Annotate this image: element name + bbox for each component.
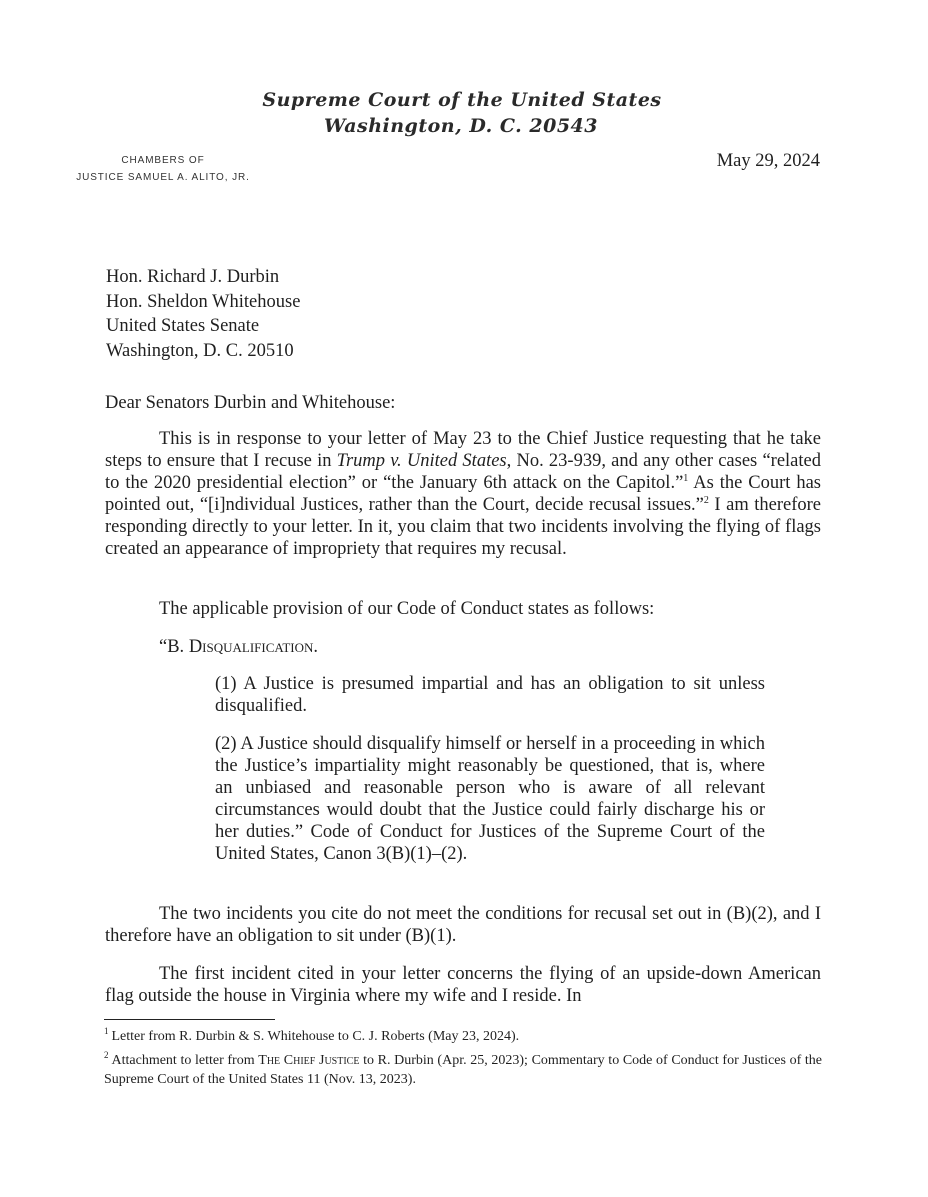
footnote-number: 2	[104, 1050, 109, 1061]
paragraph-1	[105, 428, 821, 560]
addressee-line: United States Senate	[106, 316, 260, 336]
addressee-line: Washington, D. C. 20510	[106, 340, 294, 361]
footnote-2	[104, 1051, 822, 1089]
footnote-text-b: to R. Durbin (Apr. 25, 2023); Commentary to Code of Conduct for Justices of the Supreme Court of the United States 11 (Nov. 13, 2023).	[104, 1053, 823, 1087]
footnote-text: Letter from R. Durbin & S. Whitehouse to C. J. Roberts (May 23, 2024).	[111, 1029, 520, 1044]
p1-text-d: I am therefore responding directly to your letter. In it, you claim that two incidents involving the flying of flags created an appearance of impropriety that requires my recusal.	[105, 495, 821, 559]
case-name: Trump v. United States	[336, 451, 507, 471]
addressee-block	[106, 265, 300, 363]
chambers-line-2: JUSTICE SAMUEL A. ALITO, JR.	[76, 172, 250, 183]
p1-text-c: As the Court has pointed out, “[i]ndividual Justices, rather than the Court, decide recusal issues.”	[105, 473, 821, 515]
letter-date: May 29, 2024	[716, 151, 820, 171]
footnote-ref-1: 1	[683, 472, 689, 484]
letterhead	[0, 88, 928, 140]
paragraph-4: The first incident cited in your letter concerns the flying of an upside-down American flag outside the house in Virginia where my wife and I reside. In	[105, 964, 821, 1006]
p1-text-b: , No. 23-939, and any other cases “related to the 2020 presidential election” or “the January 6th attack on the Capitol.”	[105, 451, 821, 493]
quote-heading-period: .	[313, 637, 319, 657]
addressee-line: Hon. Sheldon Whitehouse	[106, 291, 301, 312]
footnote-text-chief-justice: The Chief Justice	[258, 1053, 360, 1068]
footnotes	[104, 1027, 822, 1094]
quote-heading-title: Disqualification	[188, 637, 314, 657]
paragraph-2: The applicable provision of our Code of Conduct states as follows:	[159, 599, 655, 619]
paragraph-3: The two incidents you cite do not meet the conditions for recusal set out in (B)(2), and I therefore have an obligation to sit under (B)(1).	[105, 904, 821, 946]
quote-item-1: (1) A Justice is presumed impartial and has an obligation to sit unless disqualified.	[215, 674, 765, 716]
p1-text-a: This is in response to your letter of May 23 to the Chief Justice requesting that he take steps to ensure that I recuse in	[105, 429, 821, 471]
quote-heading-lead: “B.	[159, 637, 189, 657]
letterhead-court-name: Supreme Court of the United States	[262, 89, 662, 111]
footnote-1	[104, 1027, 822, 1046]
chambers-line-1: CHAMBERS OF	[121, 155, 205, 166]
quote-item-2: (2) A Justice should disqualify himself or herself in a proceeding in which the Justice’s impartiality might reasonably be questioned, that is, where an unbiased and reasonable person who is aware of all relevant circumstances would doubt that the Justice could fairly discharge his or her duties.” Code of Conduct for Justices of the Supreme Court of the United States, Canon 3(B)(1)–(2).	[215, 734, 765, 864]
quote-heading	[159, 636, 559, 658]
chambers-block	[68, 152, 258, 186]
addressee-line: Hon. Richard J. Durbin	[106, 267, 280, 287]
footnote-text-a: Attachment to letter from	[111, 1053, 259, 1068]
footnote-ref-2: 2	[703, 494, 709, 506]
salutation: Dear Senators Durbin and Whitehouse:	[105, 393, 396, 413]
footnote-number: 1	[104, 1026, 109, 1037]
letterhead-address: Washington, D. C. 20543	[324, 115, 598, 137]
footnote-divider	[104, 1019, 275, 1020]
